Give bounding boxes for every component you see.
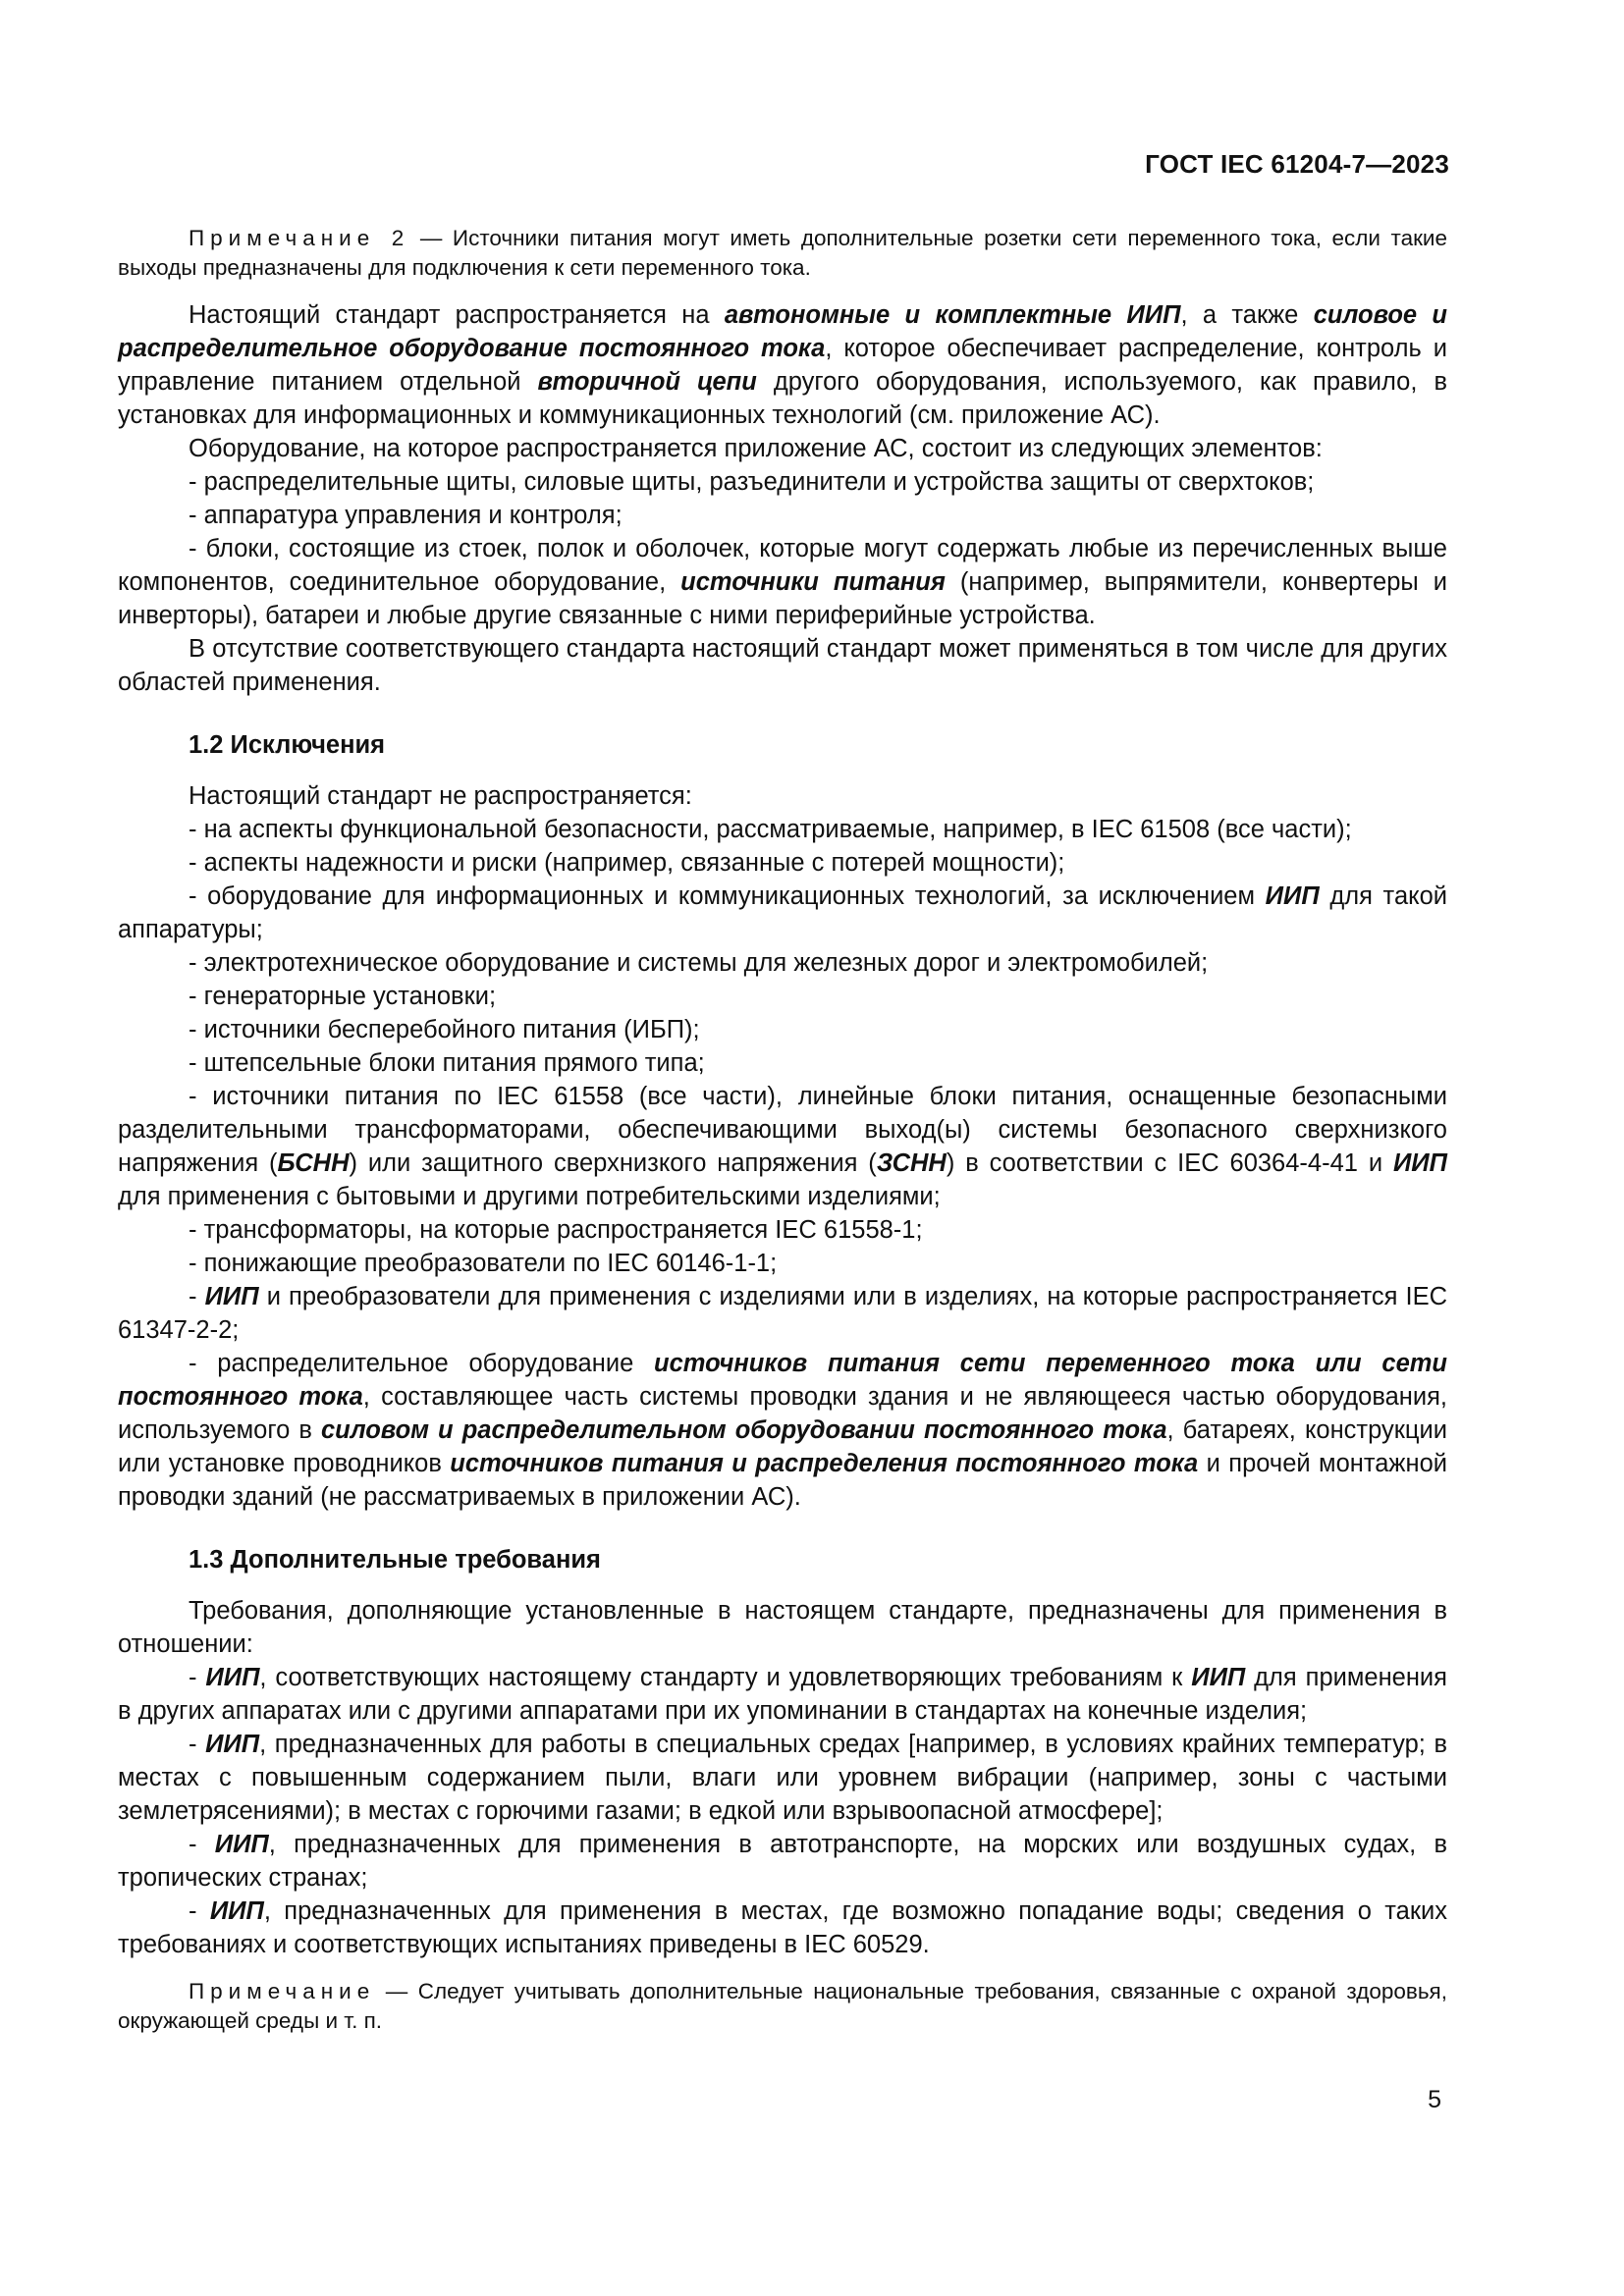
list-item	[118, 532, 1447, 632]
text-run: , составляющее часть системы проводки здания и не являющееся частью оборудования, используемого в	[118, 1383, 1447, 1444]
emphasis-term: ИИП	[205, 1664, 260, 1691]
list-item	[118, 1828, 1447, 1895]
text-run: для применения в других аппаратах или с другими аппаратами при их упоминании в стандартах на конечные изделия;	[118, 1664, 1447, 1725]
emphasis-term: БСНН	[277, 1149, 350, 1177]
emphasis-term: ИИП	[204, 1283, 259, 1310]
text-run: - распределительное оборудование	[189, 1350, 655, 1377]
text-run: и прочей монтажной проводки зданий (не рассматриваемых в приложении АС).	[118, 1450, 1447, 1511]
emphasis-term: ИИП	[209, 1897, 264, 1925]
text-run: , предназначенных для работы в специальных средах [например, в условиях крайних температур; в местах с повышенным содержанием пыли, влаги или уровнем вибрации (например, зоны с частыми землетрясениями); в местах с горючими газами; в едкой или взрывоопасной атмосфере];	[118, 1731, 1448, 1825]
note-2	[118, 224, 1447, 283]
emphasis-term: ИИП	[1392, 1149, 1447, 1177]
list-item	[118, 1895, 1447, 1961]
list-item	[118, 1347, 1447, 1514]
list-item: - понижающие преобразователи по IEC 60146-1-1;	[189, 1250, 778, 1277]
text-run: , а также	[1180, 301, 1314, 329]
note-label: Примечание 2	[189, 226, 410, 250]
text-run: -	[189, 1897, 210, 1925]
note-text: — Источники питания могут иметь дополнительные розетки сети переменного тока, если такие выходы предназначены для подключения к сети переменного тока.	[118, 226, 1448, 280]
text-run: - оборудование для информационных и коммуникационных технологий, за исключением	[189, 882, 1266, 910]
emphasis-term: источников питания и распределения постоянного тока	[450, 1450, 1199, 1477]
emphasis-term: автономные и комплектные ИИП	[724, 301, 1181, 329]
list-item: - источники бесперебойного питания (ИБП);	[189, 1016, 700, 1043]
text-run: , предназначенных для применения в местах, где возможно попадание воды; сведения о таких требованиях и соответствующих испытаниях приведены в IEC 60529.	[118, 1897, 1448, 1958]
text-run: -	[189, 1831, 215, 1858]
emphasis-term: ЗСНН	[876, 1149, 947, 1177]
text-run: -	[189, 1731, 206, 1758]
emphasis-term: силовое и распределительное оборудование постоянного тока	[118, 301, 1448, 362]
emphasis-term: ИИП	[1191, 1664, 1246, 1691]
list-item	[118, 1728, 1447, 1828]
text-run: , которое обеспечивает распределение, контроль и управление питанием отдельной	[118, 335, 1447, 396]
list-item	[118, 1661, 1447, 1728]
list-item: - штепсельные блоки питания прямого типа;	[189, 1049, 705, 1077]
list-item: - аспекты надежности и риски (например, связанные с потерей мощности);	[189, 849, 1065, 877]
text-run: другого оборудования, используемого, как правило, в установках для информационных и коммуникационных технологий (см. приложение АС).	[118, 368, 1447, 429]
scope-paragraph-1	[118, 298, 1447, 432]
document-code: ГОСТ IEC 61204-7—2023	[1145, 149, 1449, 179]
note-text: — Следует учитывать дополнительные национальные требования, связанные с охраной здоровья, окружающей среды и т. п.	[118, 1979, 1447, 2033]
text-run: для применения с бытовыми и другими потребительскими изделиями;	[118, 1183, 941, 1210]
text-run: -	[189, 1664, 206, 1691]
list-item: - распределительные щиты, силовые щиты, разъединители и устройства защиты от сверхтоков;	[189, 468, 1315, 496]
list-item: - аппаратура управления и контроля;	[189, 502, 623, 529]
page-body	[118, 224, 1447, 2036]
emphasis-term: источники питания	[680, 568, 946, 596]
text-run: - источники питания по IEC 61558 (все части), линейные блоки питания, оснащенные безопасными разделительными трансформаторами, обеспечивающими выход(ы) системы безопасного сверхнизкого напряжения (	[118, 1083, 1447, 1177]
page-number: 5	[1428, 2086, 1441, 2113]
list-item	[118, 1080, 1447, 1213]
text-run: для такой аппаратуры;	[118, 882, 1447, 943]
list-item: - генераторные установки;	[189, 983, 497, 1010]
text-run: , предназначенных для применения в автотранспорте, на морских или воздушных судах, в тропических странах;	[118, 1831, 1448, 1892]
text-run: и преобразователи для применения с изделиями или в изделиях, на которые распространяется IEC 61347-2-2;	[118, 1283, 1448, 1344]
section-heading-additional: 1.3 Дополнительные требования	[189, 1546, 601, 1574]
text-run: -	[189, 1283, 205, 1310]
text-run: - блоки, состоящие из стоек, полок и оболочек, которые могут содержать любые из перечисленных выше компонентов, соединительное оборудование,	[118, 535, 1447, 596]
text-run: Настоящий стандарт распространяется на	[189, 301, 725, 329]
emphasis-term: силовом и распределительном оборудовании постоянного тока	[320, 1416, 1167, 1444]
text-run: , батареях, конструкции или установке проводников	[118, 1416, 1447, 1477]
note-label: Примечание	[189, 1979, 376, 2003]
section-heading-exclusions: 1.2 Исключения	[189, 731, 386, 759]
text-run: (например, выпрямители, конвертеры и инверторы), батареи и любые другие связанные с ними периферийные устройства.	[118, 568, 1447, 629]
emphasis-term: ИИП	[1265, 882, 1320, 910]
list-item: - на аспекты функциональной безопасности, рассматриваемые, например, в IEC 61508 (все части);	[189, 816, 1352, 843]
text-run: , соответствующих настоящему стандарту и удовлетворяющих требованиям к	[259, 1664, 1192, 1691]
list-item: - электротехническое оборудование и системы для железных дорог и электромобилей;	[189, 949, 1209, 977]
list-item	[118, 880, 1447, 946]
exclusions-intro: Настоящий стандарт не распространяется:	[189, 782, 692, 810]
list-item: - трансформаторы, на которые распространяется IEC 61558-1;	[189, 1216, 923, 1244]
emphasis-term: вторичной цепи	[537, 368, 757, 396]
additional-intro: Требования, дополняющие установленные в настоящем стандарте, предназначены для применения в отношении:	[118, 1597, 1447, 1658]
emphasis-term: источников питания сети переменного тока или сети постоянного тока	[118, 1350, 1447, 1411]
scope-paragraph-3: В отсутствие соответствующего стандарта настоящий стандарт может применяться в том числе для других областей применения.	[118, 635, 1447, 696]
scope-paragraph-2: Оборудование, на которое распространяется приложение АС, состоит из следующих элементов:	[189, 435, 1323, 462]
text-run: ) или защитного сверхнизкого напряжения (	[349, 1149, 877, 1177]
closing-note	[118, 1977, 1447, 2036]
emphasis-term: ИИП	[205, 1731, 260, 1758]
emphasis-term: ИИП	[214, 1831, 269, 1858]
list-item	[118, 1280, 1447, 1347]
text-run: ) в соответствии с IEC 60364-4-41 и	[946, 1149, 1393, 1177]
